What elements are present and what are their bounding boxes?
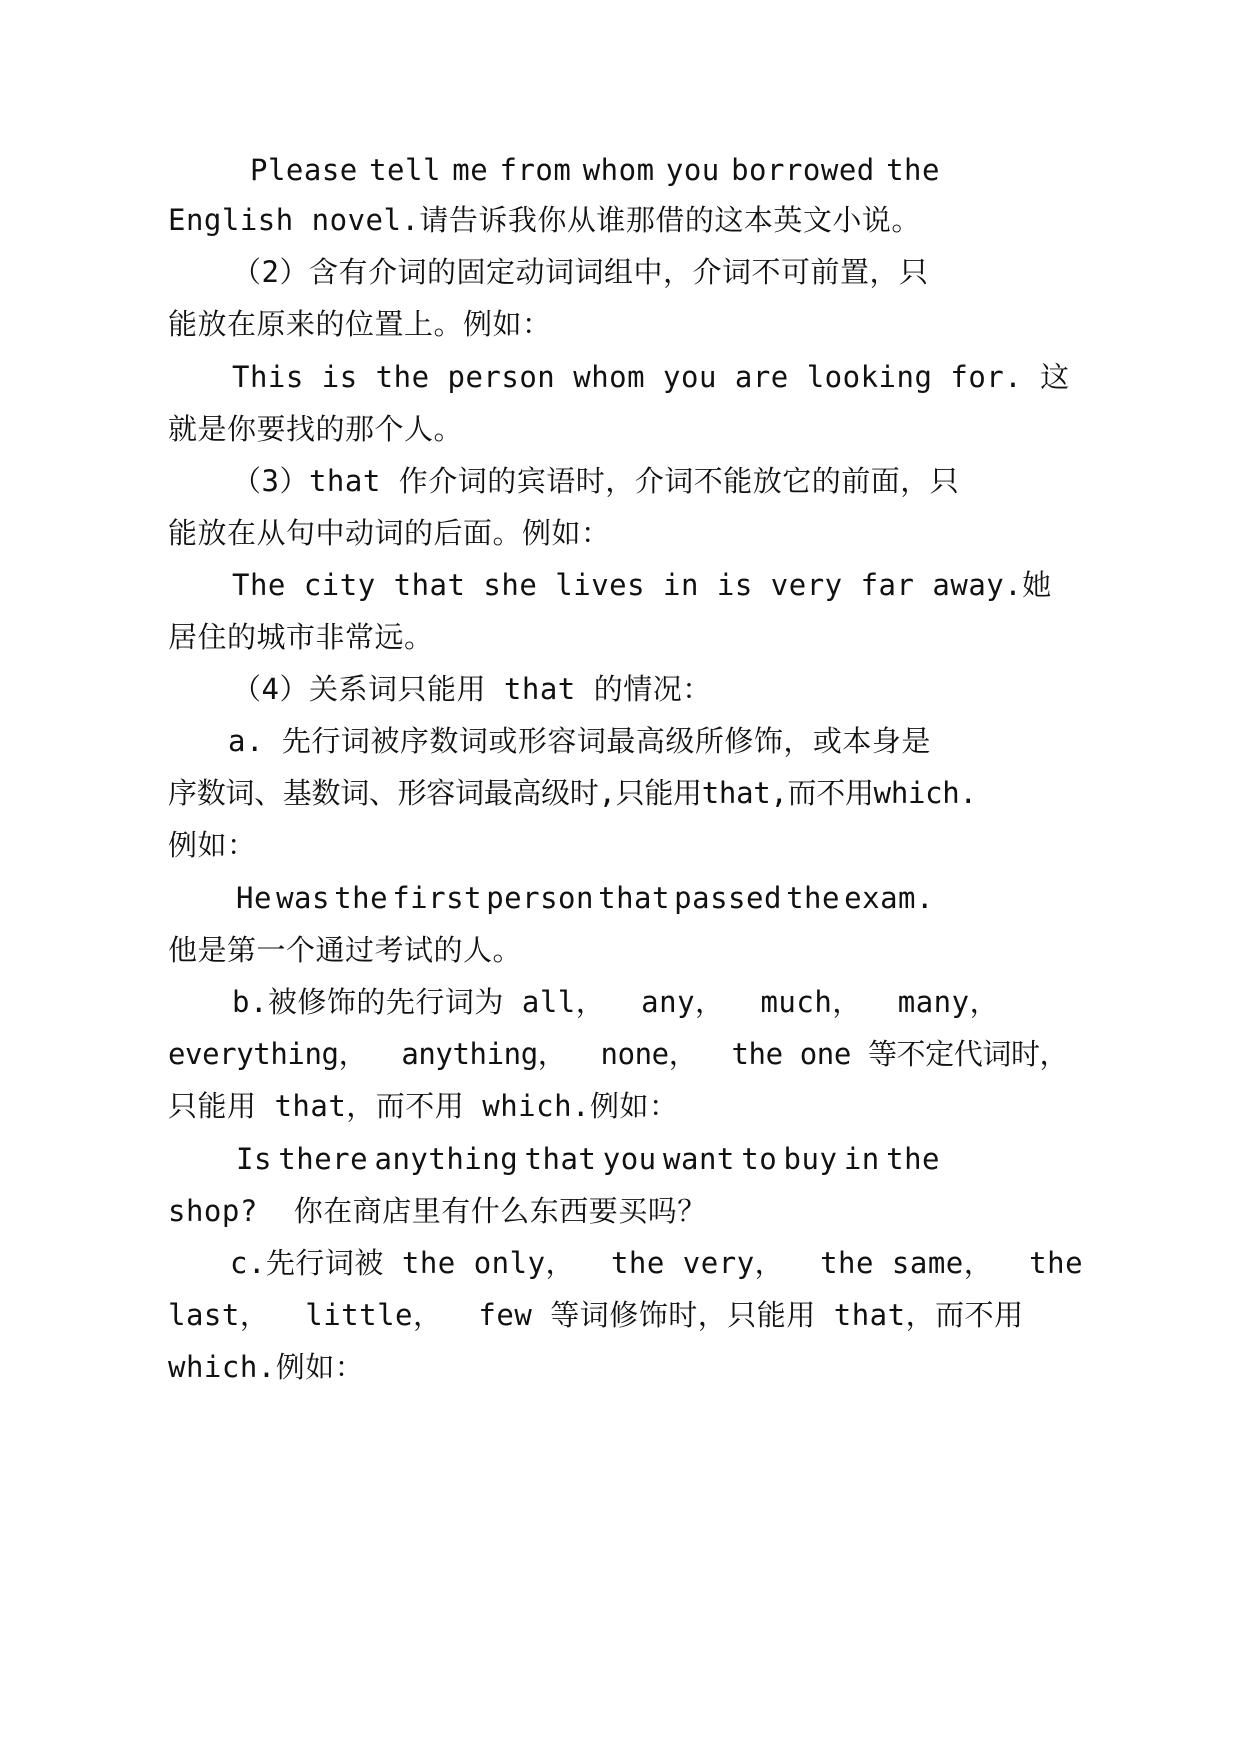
paragraph-7-line-2: 序数词、基数词、形容词最高级时,只能用that,而不用which.: [168, 776, 977, 810]
word: buy: [783, 1142, 838, 1176]
paragraph-2-line-2: 能放在原来的位置上。例如：: [168, 307, 552, 341]
word: the: [334, 881, 389, 915]
paragraph-4-line-1: （3）that 作介词的宾语时，介词不能放它的前面，只: [232, 464, 960, 498]
paragraph-9-line-2: everything， anything， none， the one 等不定代词时，: [168, 1037, 1069, 1071]
word: tell: [369, 153, 441, 187]
paragraph-9-line-3: 只能用 that，而不用 which.例如：: [168, 1089, 679, 1123]
word: to: [741, 1142, 778, 1176]
paragraph-7-line-1: a. 先行词被序数词或形容词最高级所修饰，或本身是: [228, 724, 931, 758]
word: borrowed: [731, 153, 875, 187]
word: Is: [236, 1142, 272, 1176]
paragraph-1-line-2: English novel.请告诉我你从谁那借的这本英文小说。: [168, 203, 921, 237]
paragraph-6-line-1: （4）关系词只能用 that 的情况：: [232, 672, 712, 706]
paragraph-11-line-1: c.先行词被 the only， the very， the same， the: [230, 1246, 1084, 1280]
word: the: [886, 153, 940, 187]
word: was: [276, 881, 330, 915]
word: whom: [582, 153, 655, 187]
paragraph-7-line-3: 例如：: [168, 828, 257, 862]
paragraph-9-line-1: b.被修饰的先行词为 all， any， much， many，: [232, 985, 1000, 1019]
paragraph-5-line-1: The city that she lives in is very far away.她: [232, 568, 1052, 602]
paragraph-2-line-1: （2）含有介词的固定动词词组中，介词不可前置，只: [232, 255, 929, 289]
word: Please: [250, 153, 358, 187]
word: passed: [674, 881, 782, 915]
word: that: [598, 881, 670, 915]
word: that: [524, 1142, 597, 1176]
paragraph-10-line-2: shop? 你在商店里有什么东西要买吗？: [168, 1194, 707, 1228]
paragraph-11-line-3: which.例如：: [168, 1350, 365, 1384]
word: me: [452, 153, 489, 187]
word: from: [499, 153, 572, 187]
word: first: [392, 881, 483, 915]
word: person: [486, 881, 594, 915]
paragraph-8-line-2: 他是第一个通过考试的人。: [168, 933, 523, 967]
word: the: [886, 1142, 940, 1176]
paragraph-5-line-2: 居住的城市非常远。: [168, 620, 434, 654]
word: the: [786, 881, 840, 915]
word: in: [843, 1142, 880, 1176]
word: there: [278, 1142, 369, 1176]
word: you: [602, 1142, 657, 1176]
word: exam.: [844, 881, 934, 915]
paragraph-10-line-1: [236, 1139, 940, 1179]
paragraph-3-line-2: 就是你要找的那个人。: [168, 412, 464, 446]
paragraph-11-line-2: last， little， few 等词修饰时，只能用 that，而不用: [168, 1298, 1024, 1332]
paragraph-1-line-1: [250, 150, 940, 190]
word: want: [663, 1142, 735, 1176]
paragraph-3-line-1: This is the person whom you are looking for. 这: [232, 360, 1070, 394]
paragraph-8-line-1: [236, 878, 934, 918]
word: you: [665, 153, 720, 187]
paragraph-4-line-2: 能放在从句中动词的后面。例如：: [168, 516, 611, 550]
word: He: [236, 881, 272, 915]
word: anything: [374, 1142, 519, 1176]
